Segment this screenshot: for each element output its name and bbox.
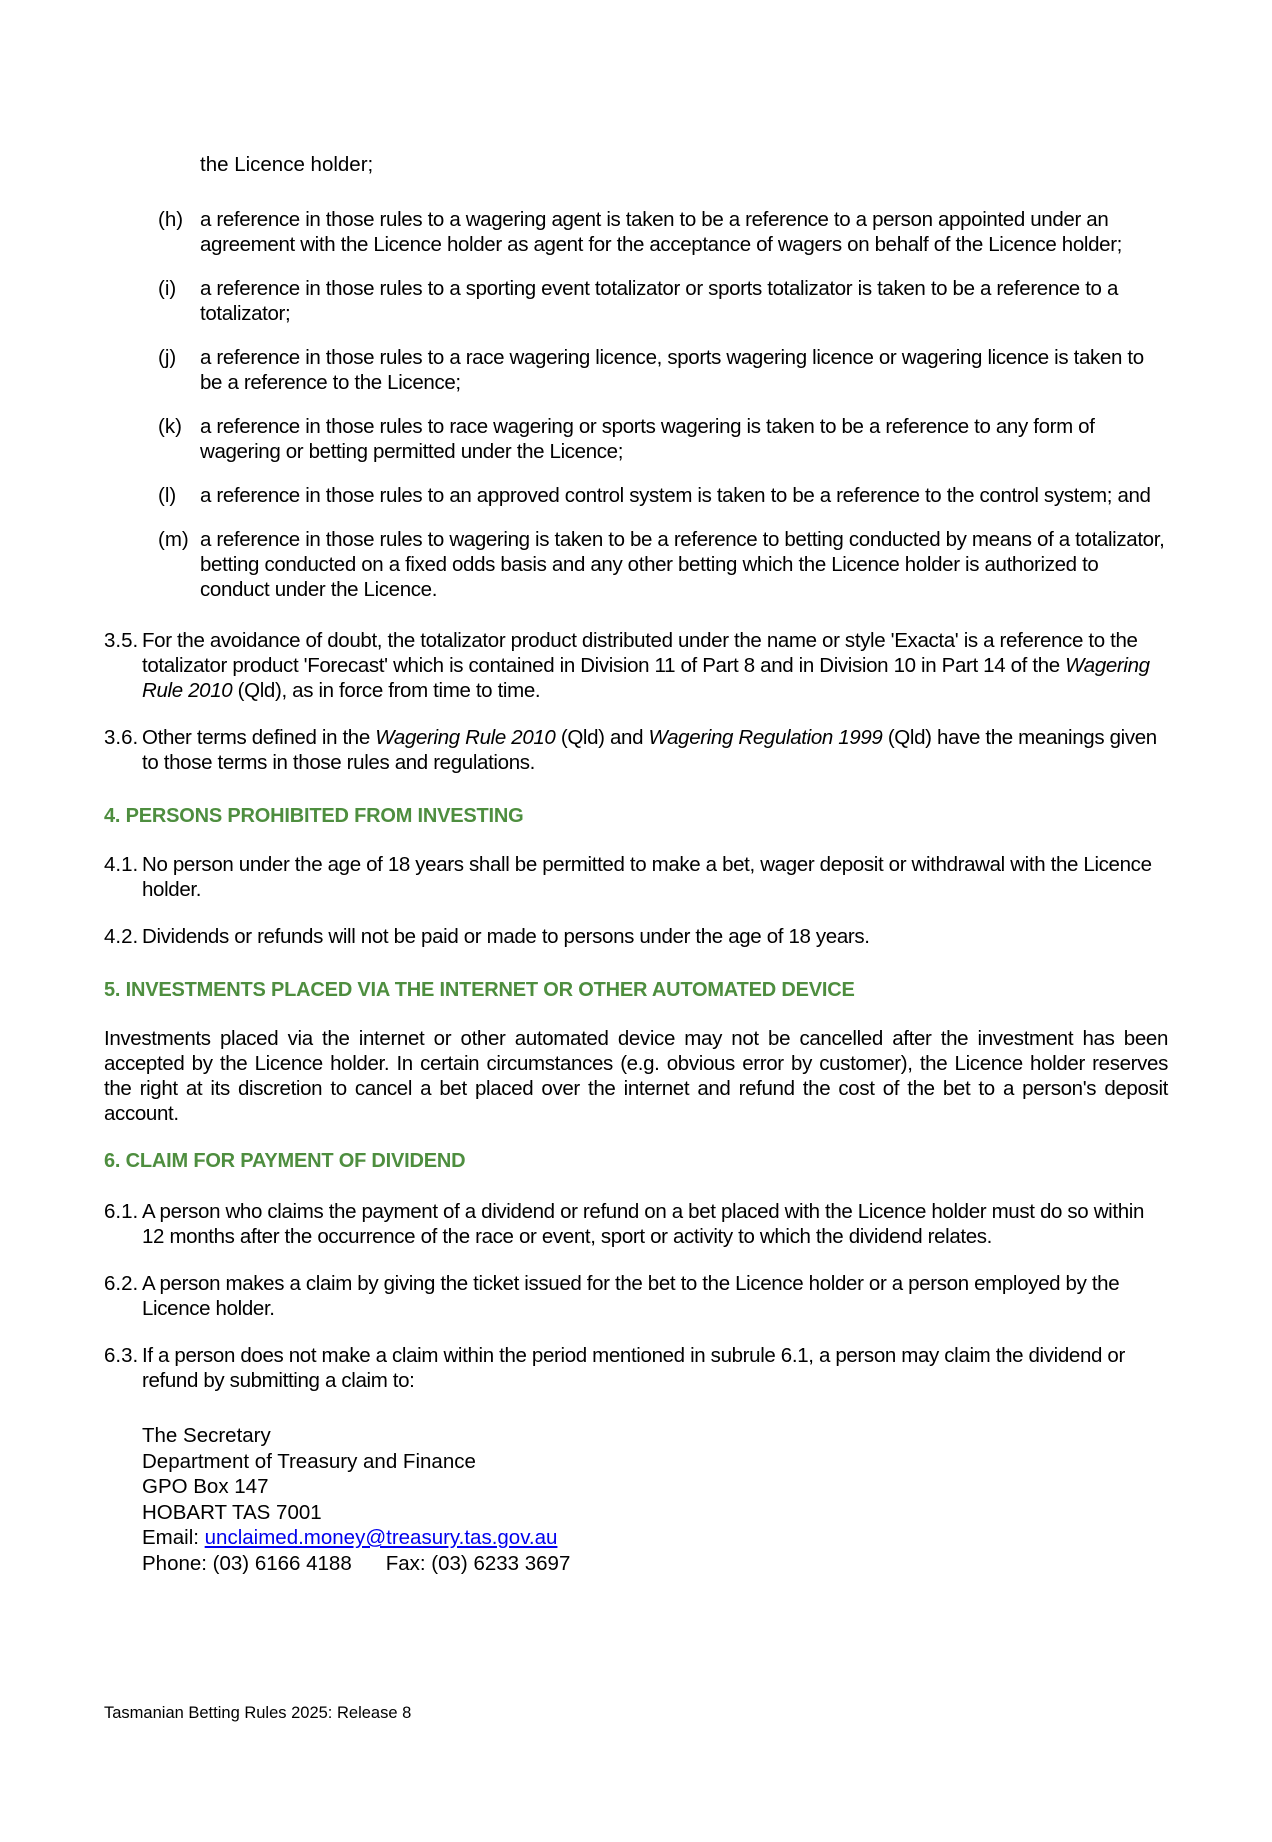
list-item-marker: (l) [158, 484, 177, 507]
clause-text-part: Other terms defined in the [142, 726, 376, 749]
list-item-text: a reference in those rules to wagering is taken to be a reference to betting conducted by means of a totalizator, betting conducted on a fixed odds basis and any other betting which the Licence holder is authorized to conduct under the Licence. [200, 528, 1165, 601]
clause-text: If a person does not make a claim within the period mentioned in subrule 6.1, a person may claim the dividend or refund by submitting a claim to: [142, 1344, 1125, 1392]
address-line-department: Department of Treasury and Finance [142, 1449, 476, 1473]
list-item-text: a reference in those rules to race wagering or sports wagering is taken to be a reference to any form of wagering or betting permitted under the Licence; [200, 415, 1095, 463]
section-heading-6: 6. CLAIM FOR PAYMENT OF DIVIDEND [104, 1150, 466, 1172]
clause-text-part: (Qld) have the meanings given to those terms in those rules and regulations. [142, 726, 1157, 774]
list-item [104, 414, 1168, 464]
list-item-text: a reference in those rules to a wagering agent is taken to be a reference to a person appointed under an agreement with the Licence holder as agent for the acceptance of wagers on behalf of the Licence holder; [200, 208, 1123, 256]
phone-label: Phone: (03) 6166 4188 [142, 1551, 352, 1575]
list-item-marker: (i) [158, 277, 177, 300]
list-item [104, 276, 1168, 326]
address-line-secretary: The Secretary [142, 1424, 271, 1447]
statute-title: Wagering Rule 2010 [142, 654, 1150, 702]
list-item-text: a reference in those rules to a sporting event totalizator or sports totalizator is taken to be a reference to a totalizator; [200, 277, 1118, 325]
address-line-phone-fax [142, 1551, 1168, 1577]
section-heading-4: 4. PERSONS PROHIBITED FROM INVESTING [104, 805, 524, 827]
clause-number: 3.5. [104, 629, 139, 652]
list-item-marker: (h) [158, 208, 184, 231]
clause-text [142, 725, 1168, 775]
clause-4-2 [104, 924, 1168, 949]
clause-6-2 [104, 1271, 1168, 1321]
email-label: Email: [142, 1526, 205, 1549]
address-line-city: HOBART TAS 7001 [142, 1500, 322, 1524]
clause-3-6 [104, 725, 1168, 775]
email-link[interactable]: unclaimed.money@treasury.tas.gov.au [204, 1526, 558, 1549]
clause-number: 3.6. [104, 726, 139, 749]
list-item-text: a reference in those rules to an approved control system is taken to be a reference to the control system; and [200, 484, 1151, 507]
address-line-email [142, 1525, 1168, 1551]
continuation-line: the Licence holder; [200, 153, 374, 176]
section-heading-5: 5. INVESTMENTS PLACED VIA THE INTERNET OR OTHER AUTOMATED DEVICE [104, 979, 855, 1001]
list-item [104, 483, 1168, 508]
list-item-marker: (k) [158, 415, 182, 438]
section-5-paragraph: Investments placed via the internet or other automated device may not be cancelled after the investment has been accepted by the Licence holder. In certain circumstances (e.g. obvious error by customer), the Licence holder reserves the right at its discretion to cancel a bet placed over the internet and refund the cost of the bet to a person's deposit account. [104, 1027, 1168, 1125]
clause-text-part: For the avoidance of doubt, the totalizator product distributed under the name or style 'Exacta' is a reference to the totalizator product 'Forecast' which is contained in Division 11 of Part 8 and in Division 10 in Part 14 of the [142, 629, 1138, 677]
statute-title: Wagering Rule 2010 [375, 726, 556, 749]
clause-3-5 [104, 628, 1168, 703]
contact-address-block [104, 1423, 1168, 1576]
clause-number: 6.1. [104, 1200, 139, 1223]
lettered-sublist [104, 207, 1168, 602]
fax-label: Fax: (03) 6233 3697 [385, 1551, 571, 1575]
clause-text: Dividends or refunds will not be paid or made to persons under the age of 18 years. [142, 925, 870, 948]
page-footer: Tasmanian Betting Rules 2025: Release 8 [104, 1704, 412, 1722]
document-content [104, 152, 1168, 1576]
list-item [104, 345, 1168, 395]
address-line-po-box: GPO Box 147 [142, 1475, 269, 1498]
clause-text: No person under the age of 18 years shall be permitted to make a bet, wager deposit or withdrawal with the Licence holder. [142, 853, 1152, 901]
statute-title: Wagering Regulation 1999 [648, 726, 883, 749]
clause-text: A person who claims the payment of a dividend or refund on a bet placed with the Licence holder must do so within 12 months after the occurrence of the race or event, sport or activity to which the dividend relates. [142, 1200, 1145, 1248]
clause-number: 6.3. [104, 1344, 139, 1367]
clause-number: 6.2. [104, 1272, 139, 1295]
clause-6-1 [104, 1199, 1168, 1249]
list-item [104, 207, 1168, 257]
clause-text [142, 628, 1168, 703]
clause-text-part: (Qld) and [555, 726, 649, 749]
clause-4-1 [104, 852, 1168, 902]
list-item-marker: (j) [158, 346, 177, 369]
clause-6-3 [104, 1343, 1168, 1393]
list-item-marker: (m) [158, 528, 189, 551]
clause-number: 4.2. [104, 925, 139, 948]
clause-number: 4.1. [104, 853, 139, 876]
list-item [104, 527, 1168, 602]
clause-text-part: (Qld), as in force from time to time. [232, 679, 541, 702]
clause-text: A person makes a claim by giving the ticket issued for the bet to the Licence holder or a person employed by the Licence holder. [142, 1272, 1120, 1320]
list-item-text: a reference in those rules to a race wagering licence, sports wagering licence or wagering licence is taken to be a reference to the Licence; [200, 346, 1144, 394]
